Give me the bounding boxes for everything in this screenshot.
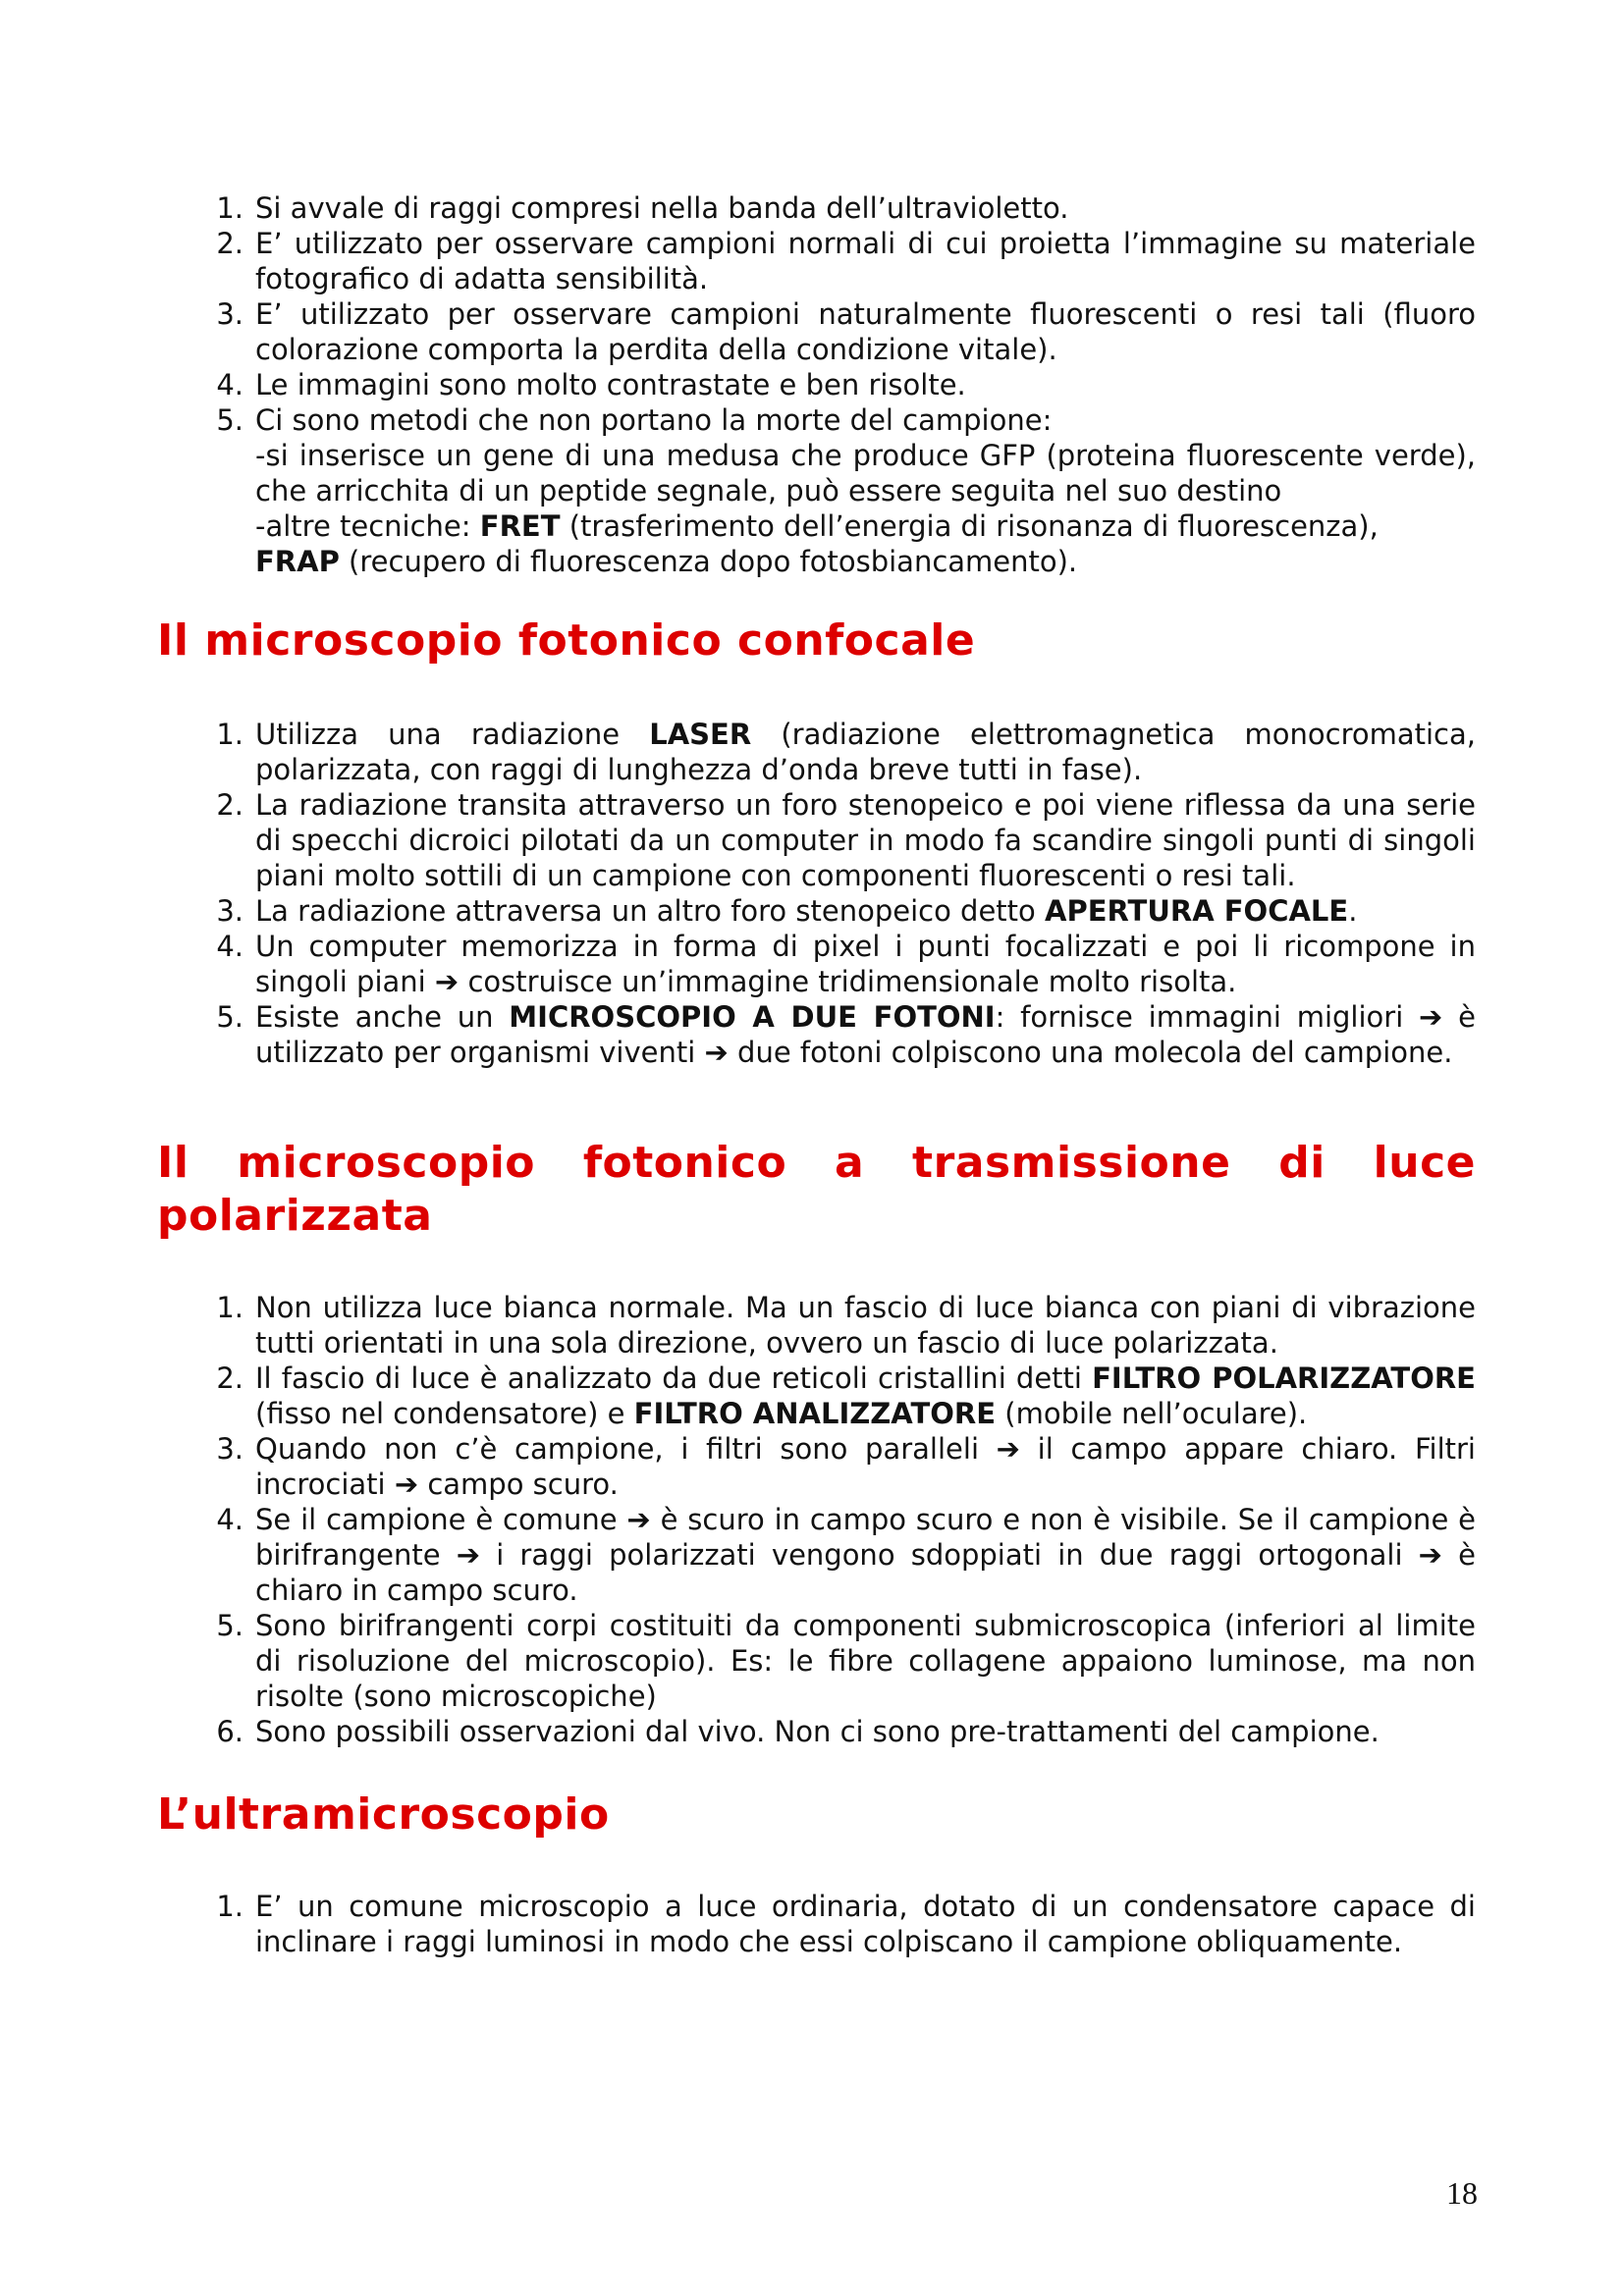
text-run: Esiste anche un [255,1000,510,1034]
list-item-text [255,718,1476,786]
list-item-number: 5. [216,1609,243,1642]
list-item-number: 1. [216,1890,243,1923]
confocale-list [157,717,1476,1070]
text-run: (trasferimento dell’energia di risonanza di fluorescenza), [568,509,1379,543]
text-run: : fornisce immagini migliori ➔ è utilizzato per organismi viventi ➔ due fotoni colpiscono una molecola del campione. [255,1000,1477,1069]
list-item [216,999,1477,1070]
list-item-number: 1. [216,1291,243,1324]
list-item [216,1361,1476,1431]
page-content [157,190,1476,1959]
page-number: 18 [1446,2175,1478,2211]
list-item-number: 3. [216,297,243,331]
list-item-number: 1. [216,191,243,225]
bold-term: FILTRO POLARIZZATORE [1092,1362,1476,1395]
bold-term: FILTRO ANALIZZATORE [633,1397,997,1430]
bold-term: FRAP [255,545,340,578]
list-item-number: 2. [216,1362,243,1395]
section-heading-confocale: Il microscopio fotonico confocale [157,615,976,666]
bold-term: MICROSCOPIO A DUE FOTONI [509,1000,996,1034]
list-item [216,1502,1476,1608]
list-item-number: 6. [216,1715,243,1748]
list-item-text: E’ utilizzato per osservare campioni naturalmente fluorescenti o resi tali (fluoro colorazione comporta la perdita della condizione vitale). [255,297,1476,366]
text-run: (fisso nel condensatore) e [255,1397,634,1430]
list-item [216,190,1476,226]
list-item-number: 4. [216,930,243,963]
list-item-number: 1. [216,718,243,751]
text-run: La radiazione attraversa un altro foro stenopeico detto [255,894,1045,928]
list-item [216,367,1476,402]
text-run: (radiazione elettromagnetica monocromatica, polarizzata, con raggi di lunghezza d’onda breve tutti in fase). [255,718,1476,786]
list-item-text: Un computer memorizza in forma di pixel i punti focalizzati e poi li ricompone in singoli piani ➔ costruisce un’immagine tridimensionale molto risolta. [255,930,1476,998]
bold-term: LASER [649,718,752,751]
list-item-text: Quando non c’è campione, i filtri sono paralleli ➔ il campo appare chiaro. Filtri incrociati ➔ campo scuro. [255,1432,1476,1501]
list-item-text [255,1362,1476,1430]
list-item [216,1290,1476,1361]
list-item [216,402,1476,579]
section-heading-ultramicroscopio: L’ultramicroscopio [157,1789,610,1840]
section-heading-polarizzata: Il microscopio fotonico a trasmissione di luce polarizzata [157,1138,1476,1241]
list-item-text: Le immagini sono molto contrastate e ben risolte. [255,368,966,401]
list-item-number: 4. [216,368,243,401]
text-run: Il fascio di luce è analizzato da due reticoli cristallini detti [255,1362,1093,1395]
list-item-text [255,1000,1476,1069]
list-item-text: Sono birifrangenti corpi costituiti da componenti submicroscopica (inferiori al limite di risoluzione del microscopio). Es: le fibre collagene appaiono luminose, ma non risolte (sono microscopiche) [255,1609,1476,1713]
list-item-text: Sono possibili osservazioni dal vivo. Non ci sono pre-trattamenti del campione. [255,1715,1380,1748]
list-item-text: La radiazione transita attraverso un foro stenopeico e poi viene riflessa da una serie di specchi dicroici pilotati da un computer in modo fa scandire singoli punti di singoli piani molto sottili di un campione con componenti fluorescenti o resi tali. [255,788,1476,892]
list-item [216,1714,1476,1749]
list-item-text: E’ utilizzato per osservare campioni normali di cui proietta l’immagine su materiale fotografico di adatta sensibilità. [255,227,1476,295]
list-item-text [255,403,1476,578]
text-run: Utilizza una radiazione [255,718,650,751]
list-item-number: 4. [216,1503,243,1536]
list-item-text: Se il campione è comune ➔ è scuro in campo scuro e non è visibile. Se il campione è birifrangente ➔ i raggi polarizzati vengono sdoppiati in due raggi ortogonali ➔ è chiaro in campo scuro. [255,1503,1476,1607]
list-item [216,1431,1476,1502]
ultramicroscopio-list [157,1889,1476,1959]
list-item-number: 3. [216,1432,243,1466]
list-item-text: Si avvale di raggi compresi nella banda dell’ultravioletto. [255,191,1069,225]
text-run: Ci sono metodi che non portano la morte del campione: -si inserisce un gene di una medusa che produce GFP (proteina fluorescente verde), che arricchita di un peptide segnale, può essere seguita nel suo destino -altre tecniche: [255,403,1476,543]
list-item [216,226,1476,296]
list-item [216,717,1476,787]
list-item [216,1889,1476,1959]
polarizzata-list [157,1290,1476,1749]
list-item-number: 5. [216,403,243,437]
list-item [216,929,1476,999]
list-item [216,1608,1476,1714]
text-run: (mobile nell’oculare). [996,1397,1308,1430]
list-item [216,296,1476,367]
list-item-text: Non utilizza luce bianca normale. Ma un fascio di luce bianca con piani di vibrazione tutti orientati in una sola direzione, ovvero un fascio di luce polarizzata. [255,1291,1476,1360]
list-item [216,893,1476,929]
text-run: . [1348,894,1358,928]
list-item-text [255,894,1357,928]
list-item-number: 2. [216,227,243,260]
list-item-text: E’ un comune microscopio a luce ordinaria, dotato di un condensatore capace di inclinare i raggi luminosi in modo che essi colpiscano il campione obliquamente. [255,1890,1476,1958]
bold-term: FRET [479,509,561,543]
list-item-number: 3. [216,894,243,928]
bold-term: APERTURA FOCALE [1045,894,1349,928]
list-item-number: 2. [216,788,243,822]
list-item [216,787,1476,893]
text-run: (recupero di fluorescenza dopo fotosbiancamento). [339,545,1078,578]
intro-list [157,190,1476,579]
list-item-number: 5. [216,1000,243,1034]
